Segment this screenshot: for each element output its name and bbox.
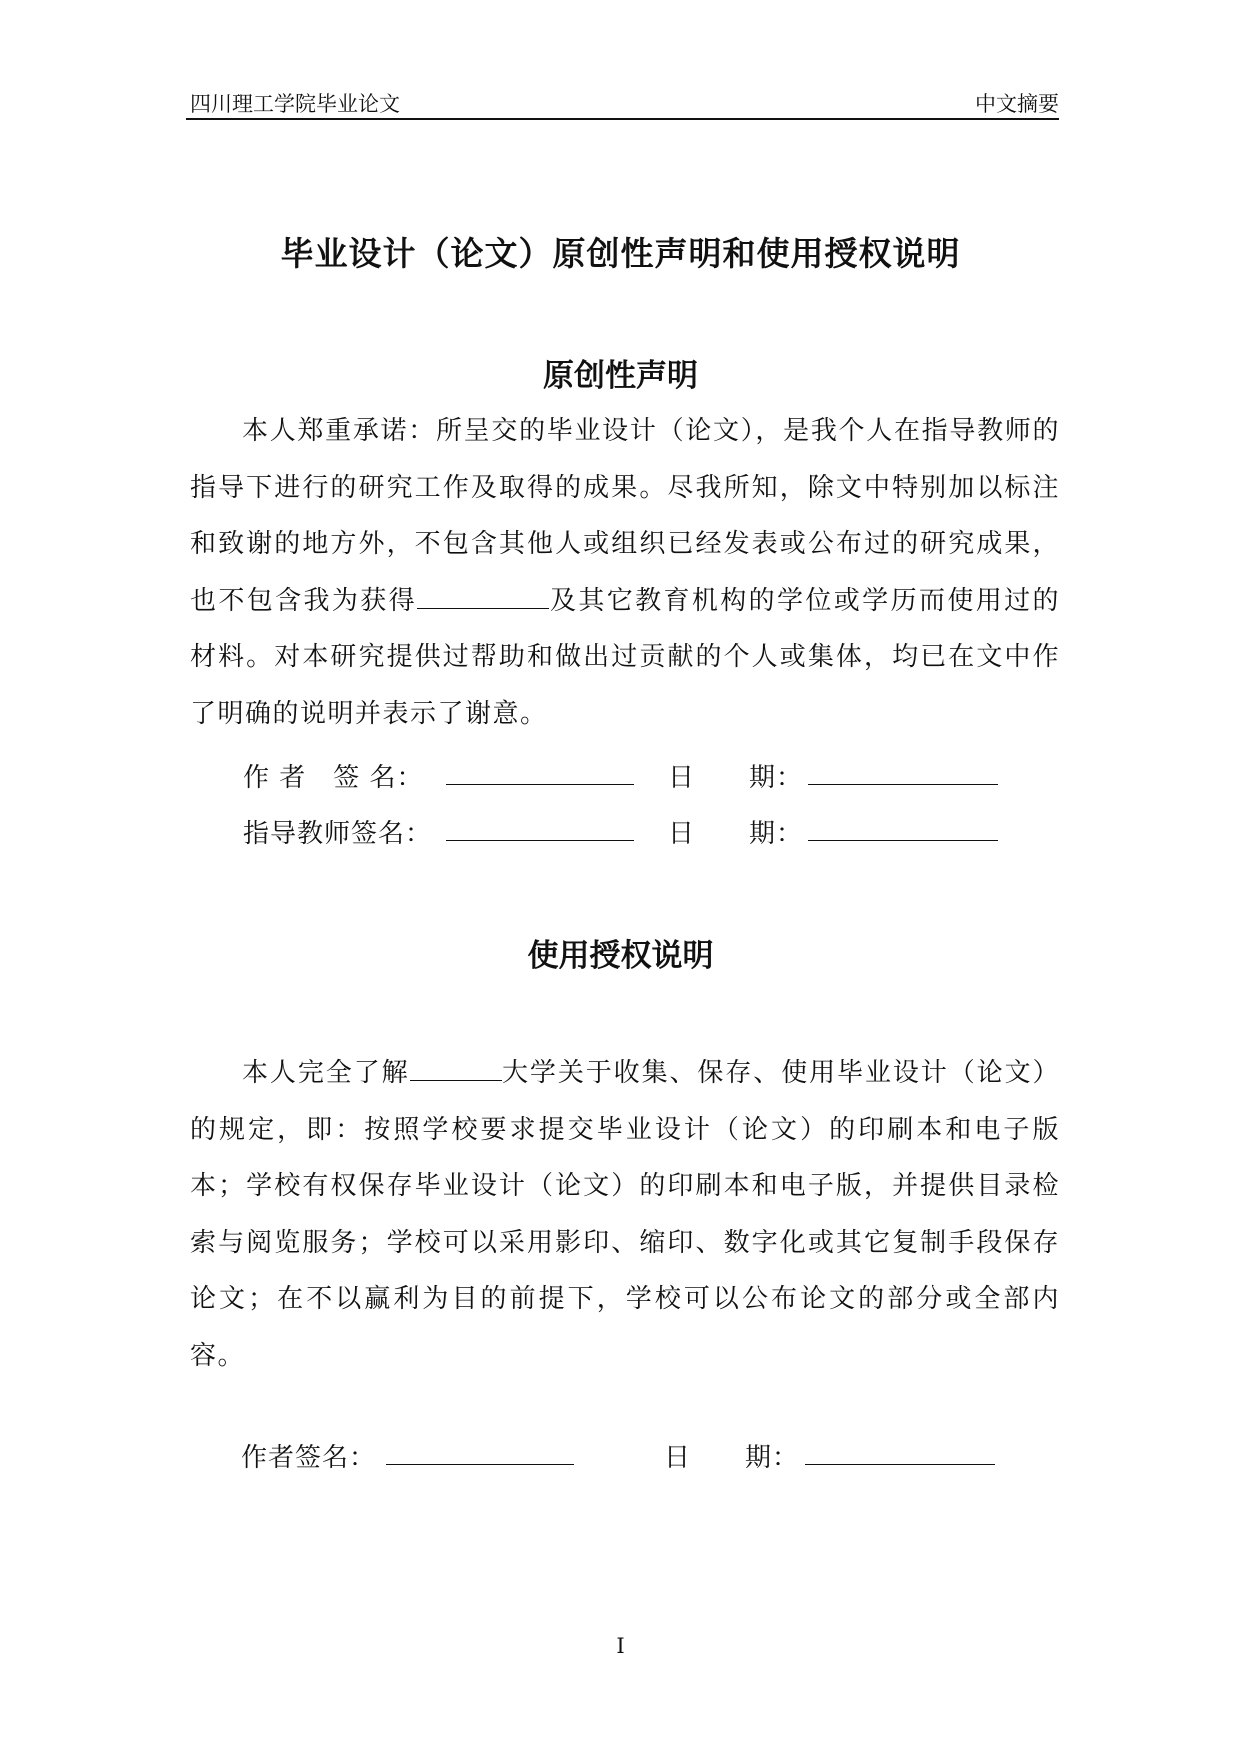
institution-blank[interactable] bbox=[417, 586, 549, 609]
author-date-label: 日 期： bbox=[668, 763, 804, 793]
page-number: I bbox=[616, 1634, 625, 1658]
advisor-date-label: 日 期： bbox=[668, 819, 804, 849]
authorization-text-before: 本人完全了解 bbox=[242, 1058, 410, 1088]
author-date-line[interactable] bbox=[808, 784, 998, 785]
originality-text-before: 本人郑重承诺：所呈交的毕业设计（论文），是我个人在指导教师的指导下进行的研究工作及取得的成果。尽我所知，除文中特别加以标注和致谢的地方外，不包含其他人或组织已经发表或公布过的研究成果，也不包含我为获得 bbox=[190, 416, 1060, 616]
header-right-text: 中文摘要 bbox=[975, 92, 1059, 116]
originality-heading: 原创性声明 bbox=[543, 358, 698, 394]
author-signature-line[interactable] bbox=[446, 784, 634, 785]
advisor-signature-label: 指导教师签名： bbox=[243, 819, 433, 849]
author-signature-label: 作 者 签 名： bbox=[243, 763, 424, 793]
advisor-date-line[interactable] bbox=[808, 840, 998, 841]
authorization-text-after: 大学关于收集、保存、使用毕业设计（论文）的规定，即：按照学校要求提交毕业设计（论文）的印刷本和电子版本；学校有权保存毕业设计（论文）的印刷本和电子版，并提供目录检索与阅览服务；学校可以采用影印、缩印、数字化或其它复制手段保存论文；在不以赢利为目的前提下，学校可以公布论文的部分或全部内容。 bbox=[190, 1058, 1060, 1371]
header-left-text: 四川理工学院毕业论文 bbox=[190, 92, 400, 116]
header-rule bbox=[186, 118, 1059, 120]
authorization-author-label: 作者签名： bbox=[241, 1443, 377, 1473]
document-title: 毕业设计（论文）原创性声明和使用授权说明 bbox=[280, 234, 961, 273]
authorization-heading: 使用授权说明 bbox=[527, 938, 714, 974]
authorization-date-label: 日 期： bbox=[664, 1443, 800, 1473]
university-blank[interactable] bbox=[410, 1058, 502, 1081]
originality-paragraph bbox=[190, 403, 1060, 742]
originality-text-after: 及其它教育机构的学位或学历而使用过的材料。对本研究提供过帮助和做出过贡献的个人或集体，均已在文中作了明确的说明并表示了谢意。 bbox=[190, 585, 1060, 729]
authorization-author-line[interactable] bbox=[386, 1464, 574, 1465]
authorization-date-line[interactable] bbox=[805, 1464, 995, 1465]
advisor-signature-line[interactable] bbox=[446, 840, 634, 841]
authorization-paragraph bbox=[190, 1045, 1060, 1384]
